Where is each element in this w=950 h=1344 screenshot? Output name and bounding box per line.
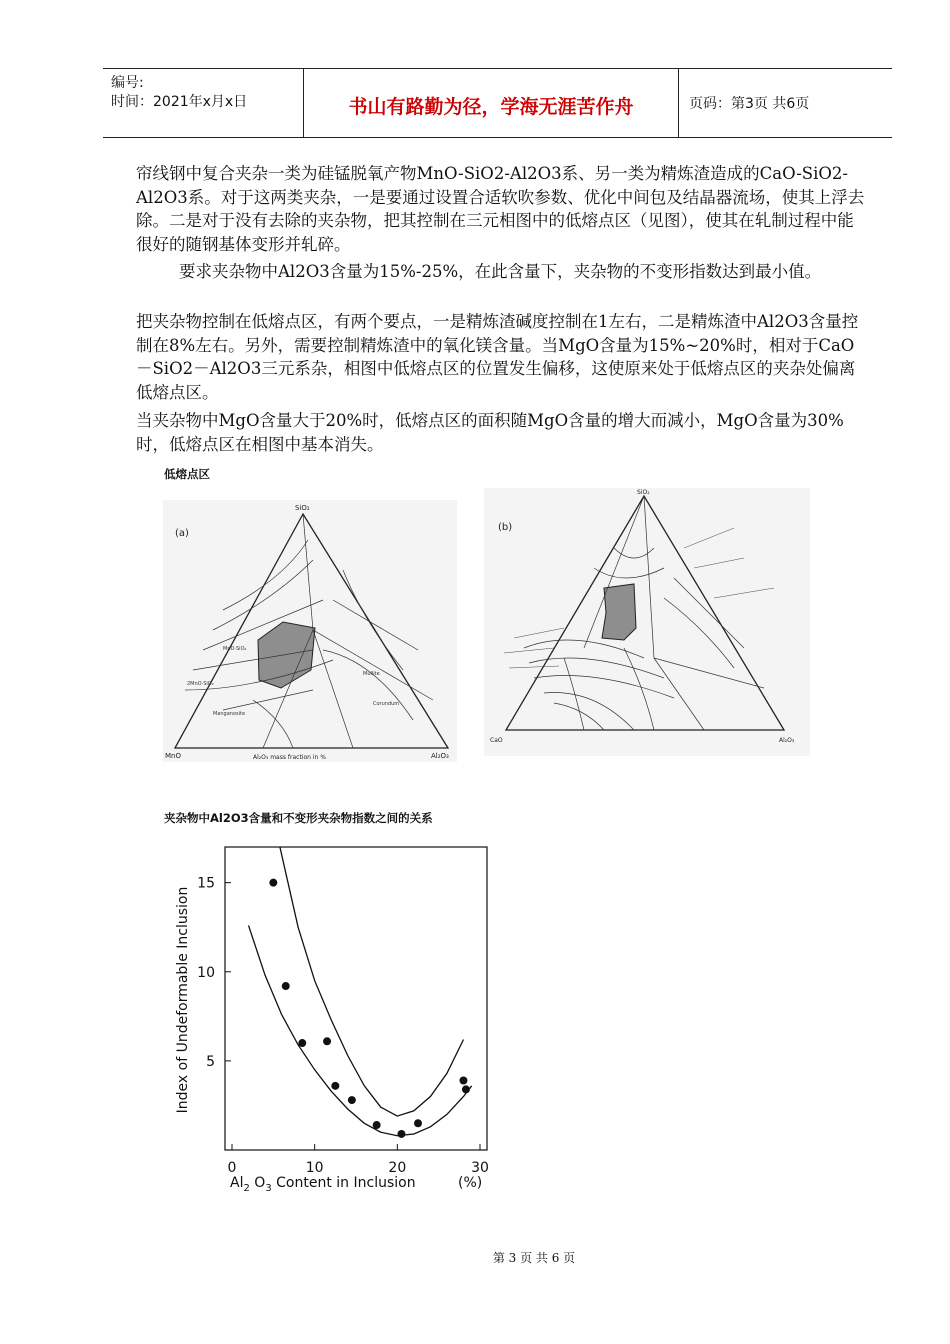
x-axis-label: $Al_2$ $O_3$ Content in Inclusion xyxy=(230,1175,416,1194)
document-number-label: 编号: xyxy=(111,75,144,91)
data-point xyxy=(323,1037,331,1045)
phase-diagram-a xyxy=(163,500,457,762)
relation-chart-caption: 夹杂物中Al2O3含量和不变形夹杂物指数之间的关系 xyxy=(164,811,433,825)
diagram-a-label: (a) xyxy=(175,528,189,539)
x-tick-label: 0 xyxy=(227,1160,237,1176)
al2o3-index-chart xyxy=(160,835,510,1205)
data-point xyxy=(298,1039,306,1047)
diagram-b-left-vertex: CaO xyxy=(490,737,503,744)
svg-text:Mullite: Mullite xyxy=(363,671,380,677)
x-tick-label: 20 xyxy=(388,1160,407,1176)
data-point xyxy=(462,1085,470,1093)
diagram-a-axis-label: Al₂O₃ mass fraction in % xyxy=(253,754,326,761)
data-point xyxy=(348,1096,356,1104)
svg-text:2MnO·SiO₂: 2MnO·SiO₂ xyxy=(187,681,214,687)
x-axis-unit: (%) xyxy=(458,1175,483,1191)
diagram-b-top-vertex: SiO₂ xyxy=(637,489,650,496)
svg-text:MnO·SiO₂: MnO·SiO₂ xyxy=(223,646,247,652)
svg-text:Manganosite: Manganosite xyxy=(213,711,246,717)
data-point xyxy=(459,1076,467,1084)
x-tick-label: 10 xyxy=(305,1160,324,1176)
diagram-a-left-vertex: MnO xyxy=(165,752,181,760)
y-axis-label: Index of Undeformable Inclusion xyxy=(175,886,191,1114)
diagram-b-right-vertex: Al₂O₃ xyxy=(779,737,795,744)
data-point xyxy=(373,1121,381,1129)
paragraph-4: 当夹杂物中MgO含量大于20%时，低熔点区的面积随MgO含量的增大而减小，MgO含量为30%时，低熔点区在相图中基本消失。 xyxy=(136,411,844,454)
envelope-curve-lower xyxy=(249,925,472,1135)
phase-diagram-caption: 低熔点区 xyxy=(164,467,210,481)
footer-page-number: 第 3 页 共 6 页 xyxy=(492,1251,576,1265)
data-point xyxy=(414,1119,422,1127)
paragraph-2: 要求夹杂物中Al2O3含量为15%-25%，在此含量下，夹杂物的不变形指数达到最小值。 xyxy=(179,262,822,281)
envelope-curve-upper xyxy=(280,847,464,1116)
page-header xyxy=(103,68,892,138)
header-motto: 书山有路勤为径，学海无涯苦作舟 xyxy=(348,96,634,118)
plot-frame xyxy=(225,847,487,1150)
y-tick-label: 10 xyxy=(197,964,215,981)
header-page-number: 页码：第3页 共6页 xyxy=(689,96,810,112)
paragraph-3: 把夹杂物控制在低熔点区，有两个要点，一是精炼渣碱度控制在1左右，二是精炼渣中Al2O3含量控制在8%左右。另外，需要控制精炼渣中的氧化镁含量。当MgO含量为15%~20%时，相对于CaO－SiO2－Al2O3三元系杂，相图中低熔点区的位置发生偏移，这使原来处于低熔点区的夹杂处偏离低熔点区。 xyxy=(136,312,859,402)
svg-text:Corundum: Corundum xyxy=(373,701,400,707)
diagram-a-top-vertex: SiO₂ xyxy=(295,504,310,512)
y-tick-label: 15 xyxy=(197,875,215,892)
document-time-label: 时间：2021年x月x日 xyxy=(111,94,248,110)
x-tick-label: 30 xyxy=(471,1160,489,1176)
header-page-cell xyxy=(679,69,892,137)
phase-diagram-b xyxy=(484,488,810,756)
data-point xyxy=(397,1130,405,1138)
y-tick-label: 5 xyxy=(206,1053,215,1070)
header-meta-cell xyxy=(103,69,304,137)
diagram-b-label: (b) xyxy=(498,522,513,533)
header-motto-cell xyxy=(304,69,679,137)
data-point xyxy=(331,1082,339,1090)
data-point xyxy=(282,982,290,990)
paragraph-1: 帘线钢中复合夹杂一类为硅锰脱氧产物MnO-SiO2-Al2O3系、另一类为精炼渣造成的CaO-SiO2-Al2O3系。对于这两类夹杂，一是要通过设置合适软吹参数、优化中间包及结晶器流场，使其上浮去除。二是对于没有去除的夹杂物，把其控制在三元相图中的低熔点区（见图），使其在轧制过程中能很好的随钢基体变形并轧碎。 xyxy=(136,164,865,254)
diagram-a-right-vertex: Al₂O₃ xyxy=(431,752,449,760)
page-footer xyxy=(0,1249,950,1266)
data-point xyxy=(269,879,277,887)
